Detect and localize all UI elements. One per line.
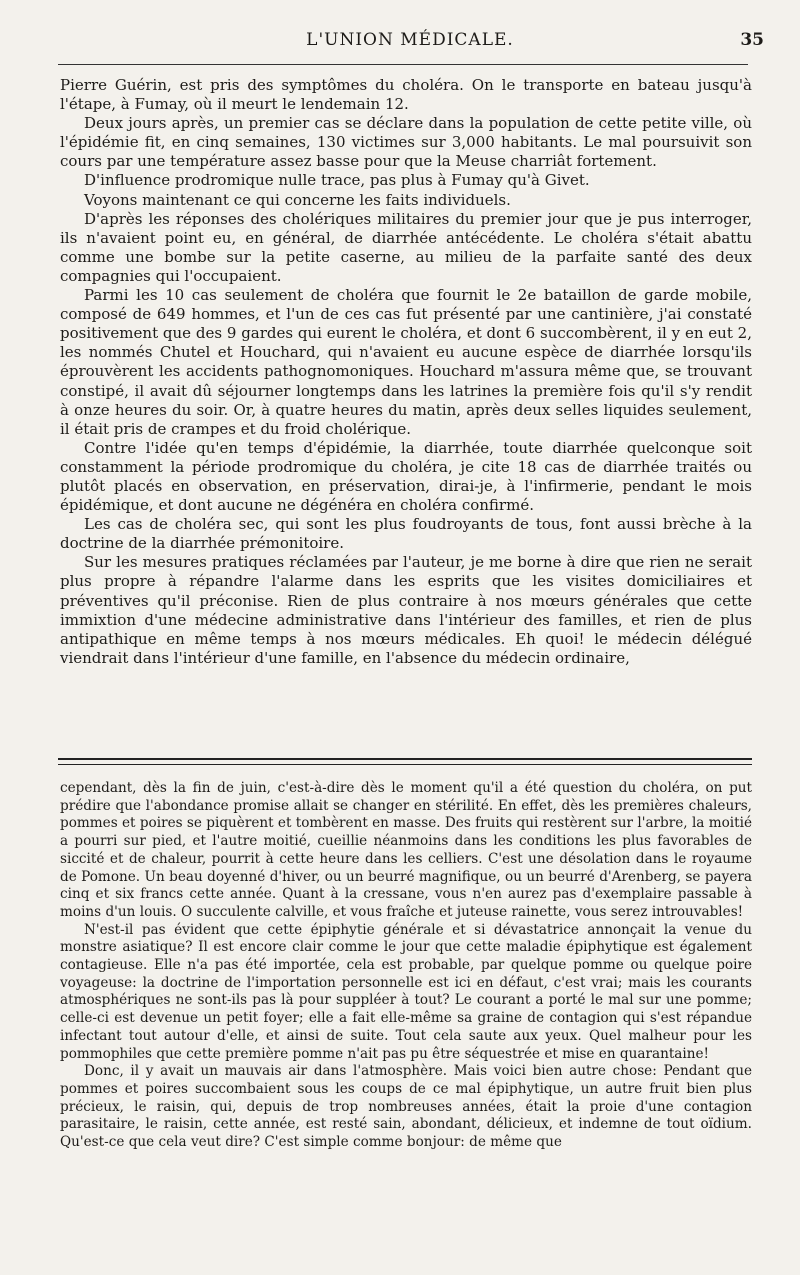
feuilleton-rule-bottom xyxy=(58,764,752,765)
paragraph: Les cas de choléra sec, qui sont les plus foudroyants de tous, font aussi brèche à la doctrine de la diarrhée prémonitoire. xyxy=(60,515,752,553)
paragraph: Voyons maintenant ce qui concerne les faits individuels. xyxy=(84,190,511,209)
running-header xyxy=(60,30,764,56)
feuilleton-body xyxy=(60,780,752,1152)
paragraph: Parmi les 10 cas seulement de choléra que fournit le 2e bataillon de garde mobile, composé de 649 hommes, et l'un de ces cas fut présenté par une cantinière, j'ai constaté positivement que des 9 gardes qui eurent le choléra, et dont 6 succombèrent, il y en eut 2, les nommés Chutel et Houchard, qui n'avaient eu aucune espèce de diarrhée lorsqu'ils éprouvèrent les accidents pathognomoniques. Houchard m'assura même que, se trouvant constipé, il avait dû séjourner longtemps dans les latrines la première fois qu'il s'y rendit à onze heures du soir. Or, à quatre heures du matin, après deux selles liquides seulement, il était pris de crampes et du froid cholérique. xyxy=(60,286,752,438)
paragraph: Sur les mesures pratiques réclamées par l'auteur, je me borne à dire que rien ne serait plus propre à répandre l'alarme dans les esprits que les visites domiciliaires et préventives qu'il préconise. Rien de plus contraire à nos mœurs générales que cette immixtion d'une médecine administrative dans l'intérieur des familles, et rien de plus antipathique en même temps à nos mœurs médicales. Eh quoi! le médecin délégué viendrait dans l'intérieur d'une famille, en l'absence du médecin ordinaire, xyxy=(60,553,752,667)
paragraph: D'influence prodromique nulle trace, pas plus à Fumay qu'à Givet. xyxy=(84,171,590,190)
paragraph: Pierre Guérin, est pris des symptômes du choléra. On le transporte en bateau jusqu'à l'étape, à Fumay, où il meurt le lendemain 12. xyxy=(60,76,752,114)
journal-title: L'UNION MÉDICALE. xyxy=(306,30,514,50)
paragraph: Contre l'idée qu'en temps d'épidémie, la diarrhée, toute diarrhée quelconque soit constamment la période prodromique du choléra, je cite 18 cas de diarrhée traités ou plutôt placés en observation, en préservation, dirai-je, à l'infirmerie, pendant le mois épidémique, et dont aucune ne dégénéra en choléra confirmé. xyxy=(60,438,752,515)
paragraph: cependant, dès la fin de juin, c'est-à-dire dès le moment qu'il a été question du choléra, on put prédire que l'abondance promise allait se changer en stérilité. En effet, dès les premières chaleurs, pommes et poires se piquèrent et tombèrent en masse. Des fruits qui restèrent sur l'arbre, la moitié a pourri sur pied, et l'autre moitié, cueillie néanmoins dans les conditions les plus favorables de siccité et de chaleur, pourrit à cette heure dans les celliers. C'est une désolation dans le royaume de Pomone. Un beau doyenné d'hiver, ou un beurré magnifique, ou un beurré d'Arenberg, se payera cinq et six francs cette année. Quant à la cressane, vous n'en aurez pas d'exemplaire passable à moins d'un louis. O succulente calville, et vous fraîche et juteuse rainette, vous serez introuvables! xyxy=(60,780,752,920)
article-body xyxy=(60,76,752,668)
paragraph: N'est-il pas évident que cette épiphytie générale et si dévastatrice annonçait la venue du monstre asiatique? Il est encore clair comme le jour que cette maladie épiphytique est également contagieuse. Elle n'a pas été importée, cela est probable, par quelque pomme ou quelque poire voyageuse: la doctrine de l'importation personnelle est ici en défaut, c'est vrai; mais les courants atmosphériques ne sont-ils pas là pour suppléer à tout? Le courant a porté le mal sur une pomme; celle-ci est devenue un petit foyer; elle a fait elle-même sa graine de contagion qui s'est répandue infectant tout autour d'elle, et ainsi de suite. Tout cela saute aux yeux. Quel malheur pour les pommophiles que cette première pomme n'ait pas pu être séquestrée et mise en quarantaine! xyxy=(60,921,752,1062)
feuilleton-rule-top xyxy=(58,758,752,760)
paragraph: Donc, il y avait un mauvais air dans l'atmosphère. Mais voici bien autre chose: Pendant que pommes et poires succombaient sous les coups de ce mal épiphytique, un autre fruit bien plus précieux, le raisin, qui, depuis de trop nombreuses années, était la proie d'une contagion parasitaire, le raisin, cette année, est resté sain, abondant, délicieux, et indemne de tout oïdium. Qu'est-ce que cela veut dire? C'est simple comme bonjour: de même que xyxy=(60,1063,752,1151)
page-number: 35 xyxy=(740,30,764,50)
paragraph: Deux jours après, un premier cas se déclare dans la population de cette petite ville, où l'épidémie fit, en cinq semaines, 130 victimes sur 3,000 habitants. Le mal poursuivit son cours par une température assez basse pour que la Meuse charriât fortement. xyxy=(60,114,752,171)
header-rule xyxy=(58,64,748,65)
paragraph: D'après les réponses des cholériques militaires du premier jour que je pus interroger, ils n'avaient point eu, en général, de diarrhée antécédente. Le choléra s'était abattu comme une bombe sur la petite caserne, au milieu de la parfaite santé des deux compagnies qui l'occupaient. xyxy=(60,209,752,285)
